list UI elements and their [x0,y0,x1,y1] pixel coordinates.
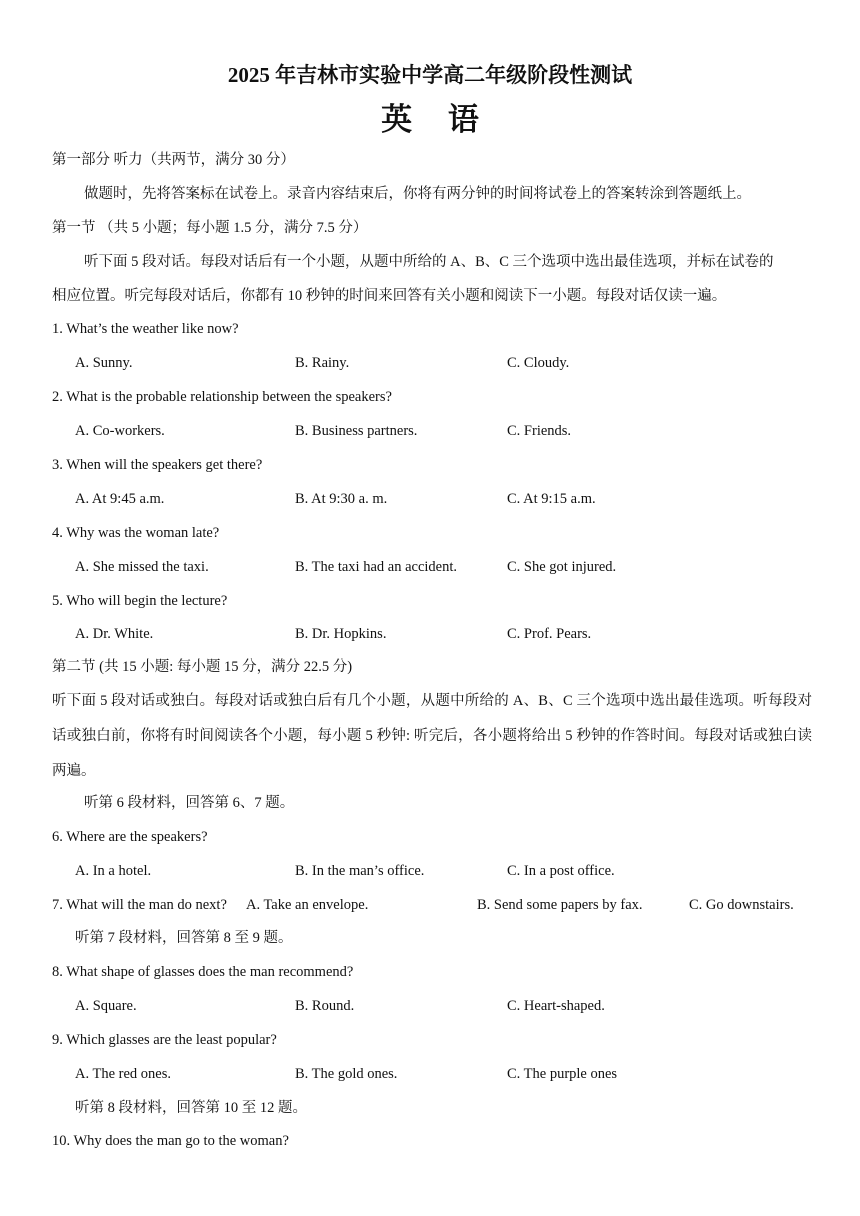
option-b: B. The gold ones. [295,1066,398,1082]
option-c: C. Cloudy. [507,355,570,371]
question-stem: 3. When will the speakers get there? [52,457,263,473]
option-a: A. At 9:45 a.m. [75,491,165,507]
option-c: C. At 9:15 a.m. [507,491,596,507]
option-a: A. Square. [75,998,137,1014]
exam-title: 2025 年吉林市实验中学高二年级阶段性测试 [227,63,633,87]
option-c: C. Friends. [507,423,572,439]
question-stem: 10. Why does the man go to the woman? [52,1133,289,1149]
option-b: B. At 9:30 a. m. [295,491,388,507]
option-a: A. She missed the taxi. [75,559,209,575]
question-stem: 9. Which glasses are the least popular? [52,1032,277,1048]
subject-title: 英 语 [381,102,493,137]
question-stem: 7. What will the man do next? [52,897,227,913]
part1-heading: 第一部分 听力（共两节，满分 30 分） [52,152,295,168]
option-b: B. In the man’s office. [295,863,425,879]
question-stem: 1. What’s the weather like now? [52,321,239,337]
option-b: B. Business partners. [295,423,418,439]
option-c: C. The purple ones [507,1066,618,1082]
material-7-note: 听第 7 段材料，回答第 8 至 9 题。 [75,930,293,946]
section1-heading: 第一节 （共 5 小题；每小题 1.5 分，满分 7.5 分） [52,220,368,236]
option-c: C. Heart-shaped. [507,998,605,1014]
question-stem: 2. What is the probable relationship between the speakers? [52,389,392,405]
question-stem: 5. Who will begin the lecture? [52,593,228,609]
option-b: B. Rainy. [295,355,350,371]
option-c: C. In a post office. [507,863,615,879]
section2-heading: 第二节 (共 15 小题: 每小题 15 分，满分 22.5 分) [52,659,353,675]
option-a: A. Sunny. [75,355,133,371]
question-stem: 8. What shape of glasses does the man recommend? [52,964,354,980]
material-8-note: 听第 8 段材料，回答第 10 至 12 题。 [75,1100,307,1116]
option-b: B. Dr. Hopkins. [295,626,387,642]
option-a: A. Co-workers. [75,423,165,439]
option-b: B. Send some papers by fax. [477,897,643,913]
option-a: A. Take an envelope. [246,897,369,913]
option-c: C. Prof. Pears. [507,626,592,642]
section2-instruction: 听下面 5 段对话或独白。每段对话或独白后有几个小题，从题中所给的 A、B、C 三个选项中选出最佳选项。听每段对话或独白前，你将有时间阅读各个小题，每小题 5 秒钟: 听完后，各小题将给出 5 秒钟的作答时间。每段对话或独白读两遍。 [52,693,812,779]
option-c: C. Go downstairs. [689,897,794,913]
material-6-note: 听第 6 段材料，回答第 6、7 题。 [84,795,295,811]
question-stem: 4. Why was the woman late? [52,525,220,541]
option-a: A. In a hotel. [75,863,152,879]
question-stem: 6. Where are the speakers? [52,829,208,845]
option-c: C. She got injured. [507,559,617,575]
option-a: A. The red ones. [75,1066,171,1082]
option-b: B. The taxi had an accident. [295,559,457,575]
section1-instruction-line1: 听下面 5 段对话。每段对话后有一个小题，从题中所给的 A、B、C 三个选项中选出最佳选项，并标在试卷的 [84,254,774,270]
part1-instruction: 做题时，先将答案标在试卷上。录音内容结束后，你将有两分钟的时间将试卷上的答案转涂到答题纸上。 [84,186,751,202]
section1-instruction-line2: 相应位置。听完每段对话后，你都有 10 秒钟的时间来回答有关小题和阅读下一小题。每段对话仅读一遍。 [52,288,727,304]
option-a: A. Dr. White. [75,626,154,642]
option-b: B. Round. [295,998,355,1014]
